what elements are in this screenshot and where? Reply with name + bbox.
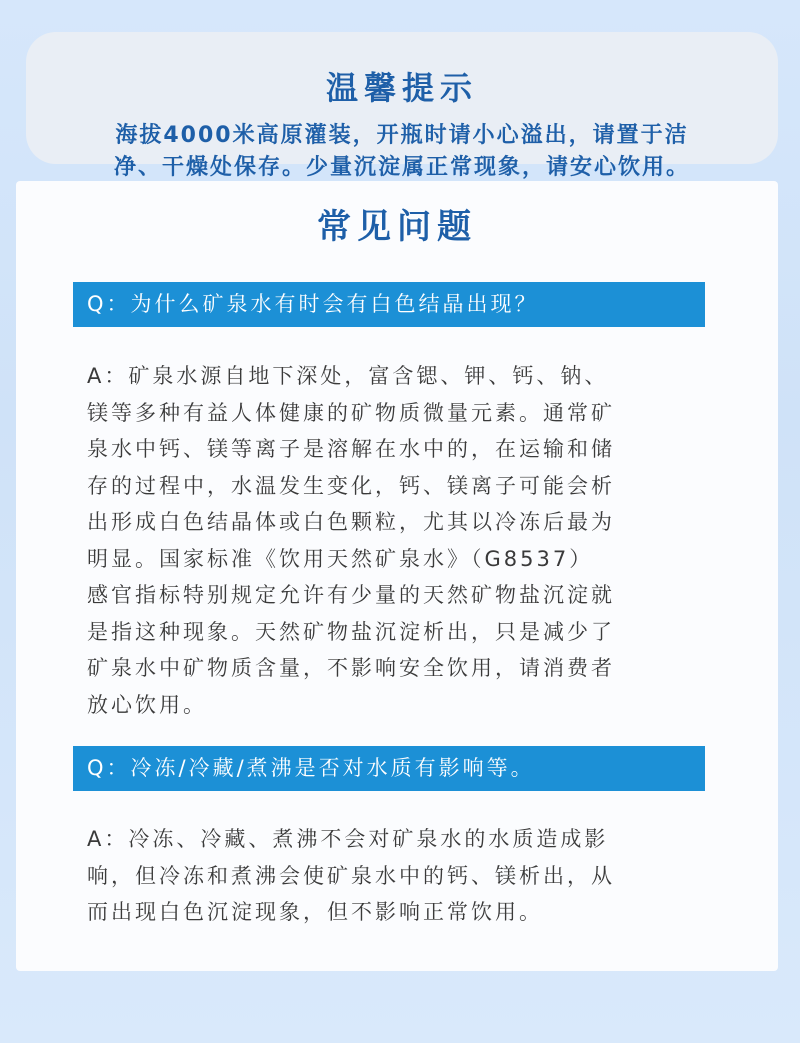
- answer-line: 是指这种现象。天然矿物盐沉淀析出，只是减少了: [87, 619, 615, 644]
- faq-question-2: Q：冷冻/冷藏/煮沸是否对水质有影响等。: [73, 746, 705, 791]
- answer-line: 响，但冷冻和煮沸会使矿泉水中的钙、镁析出，从: [87, 863, 615, 888]
- tip-line: 海拔4000米高原灌装，开瓶时请小心溢出，请置于洁: [115, 123, 689, 148]
- tip-line: 净、干燥处保存。少量沉淀属正常现象，请安心饮用。: [113, 155, 690, 180]
- faq-answer-1: [87, 358, 727, 723]
- answer-line: 而出现白色沉淀现象，但不影响正常饮用。: [87, 900, 543, 924]
- answer-line: 镁等多种有益人体健康的矿物质微量元素。通常矿: [87, 400, 615, 425]
- tip-title: 温馨提示: [325, 69, 478, 107]
- answer-line: 放心饮用。: [87, 692, 207, 717]
- answer-line: 存的过程中，水温发生变化，钙、镁离子可能会析: [87, 473, 615, 498]
- answer-line: A：冷冻、冷藏、煮沸不会对矿泉水的水质造成影: [87, 827, 609, 851]
- answer-line: 感官指标特别规定允许有少量的天然矿物盐沉淀就: [87, 583, 615, 607]
- answer-line: A：矿泉水源自地下深处，富含锶、钾、钙、钠、: [87, 364, 609, 388]
- answer-line: 泉水中钙、镁等离子是溶解在水中的，在运输和储: [87, 437, 615, 461]
- answer-line: 明显。国家标准《饮用天然矿泉水》（G8537）: [87, 546, 594, 571]
- answer-line: 矿泉水中矿物质含量，不影响安全饮用，请消费者: [87, 656, 615, 680]
- tip-text: [26, 120, 778, 184]
- faq-answer-2: [87, 821, 727, 931]
- faq-question-1: Q：为什么矿泉水有时会有白色结晶出现？: [73, 282, 705, 327]
- tip-card: [26, 32, 778, 180]
- answer-line: 出形成白色结晶体或白色颗粒，尤其以冷冻后最为: [87, 510, 615, 534]
- faq-title: 常见问题: [317, 207, 477, 247]
- faq-card: [16, 181, 778, 971]
